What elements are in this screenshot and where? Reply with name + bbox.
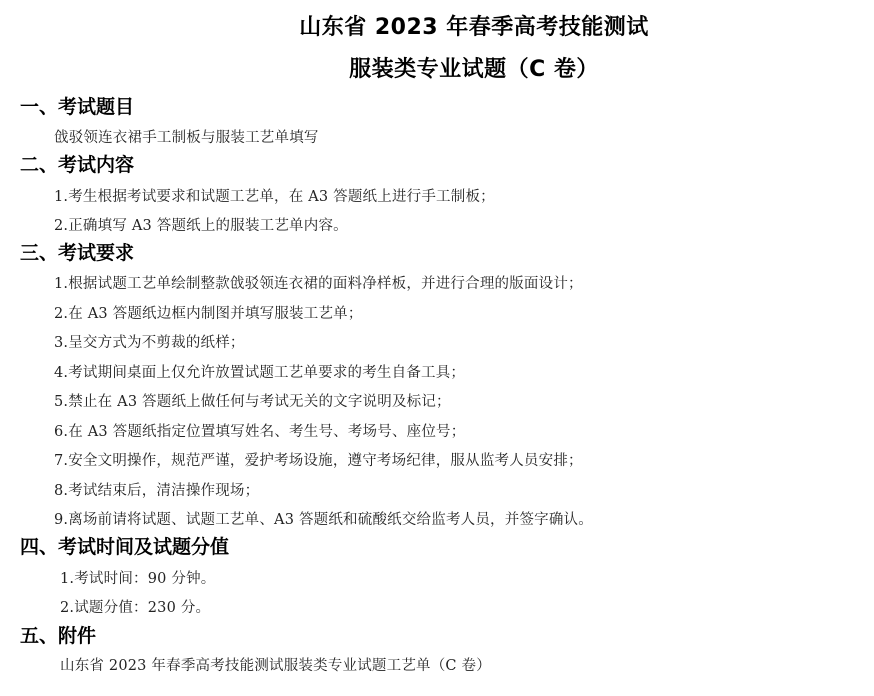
section-item: 2.在 A3 答题纸边框内制图并填写服装工艺单； [54,306,363,322]
document-subtitle: 服装类专业试题（C 卷） [349,57,599,82]
section-item: 1.考试时间：90 分钟。 [60,571,216,587]
section-item: 山东省 2023 年春季高考技能测试服装类专业试题工艺单（C 卷） [60,658,491,674]
section-item: 3.呈交方式为不剪裁的纸样； [54,335,245,351]
section-item: 2.试题分值：230 分。 [60,600,211,616]
section-item: 戗驳领连衣裙手工制板与服装工艺单填写 [54,130,319,146]
section-item: 6.在 A3 答题纸指定位置填写姓名、考生号、考场号、座位号； [54,424,466,440]
section-item: 4.考试期间桌面上仅允许放置试题工艺单要求的考生自备工具； [54,365,466,381]
section-item: 1.根据试题工艺单绘制整款戗驳领连衣裙的面料净样板，并进行合理的版面设计； [54,276,583,292]
section-heading-exam-topic: 一、考试题目 [20,96,135,118]
section-item: 5.禁止在 A3 答题纸上做任何与考试无关的文字说明及标记； [54,394,451,410]
section-item: 7.安全文明操作，规范严谨，爱护考场设施，遵守考场纪律，服从监考人员安排； [54,453,583,469]
section-item: 9.离场前请将试题、试题工艺单、A3 答题纸和硫酸纸交给监考人员，并签字确认。 [54,512,593,528]
section-heading-exam-time-score: 四、考试时间及试题分值 [20,536,230,558]
section-heading-exam-requirements: 三、考试要求 [20,242,135,264]
section-item: 2.正确填写 A3 答题纸上的服装工艺单内容。 [54,218,348,234]
section-heading-attachment: 五、附件 [20,625,97,647]
section-heading-exam-content: 二、考试内容 [20,154,135,176]
section-item: 1.考生根据考试要求和试题工艺单，在 A3 答题纸上进行手工制板； [54,189,495,205]
section-item: 8.考试结束后，清洁操作现场； [54,483,260,499]
document-title: 山东省 2023 年春季高考技能测试 [299,15,649,40]
